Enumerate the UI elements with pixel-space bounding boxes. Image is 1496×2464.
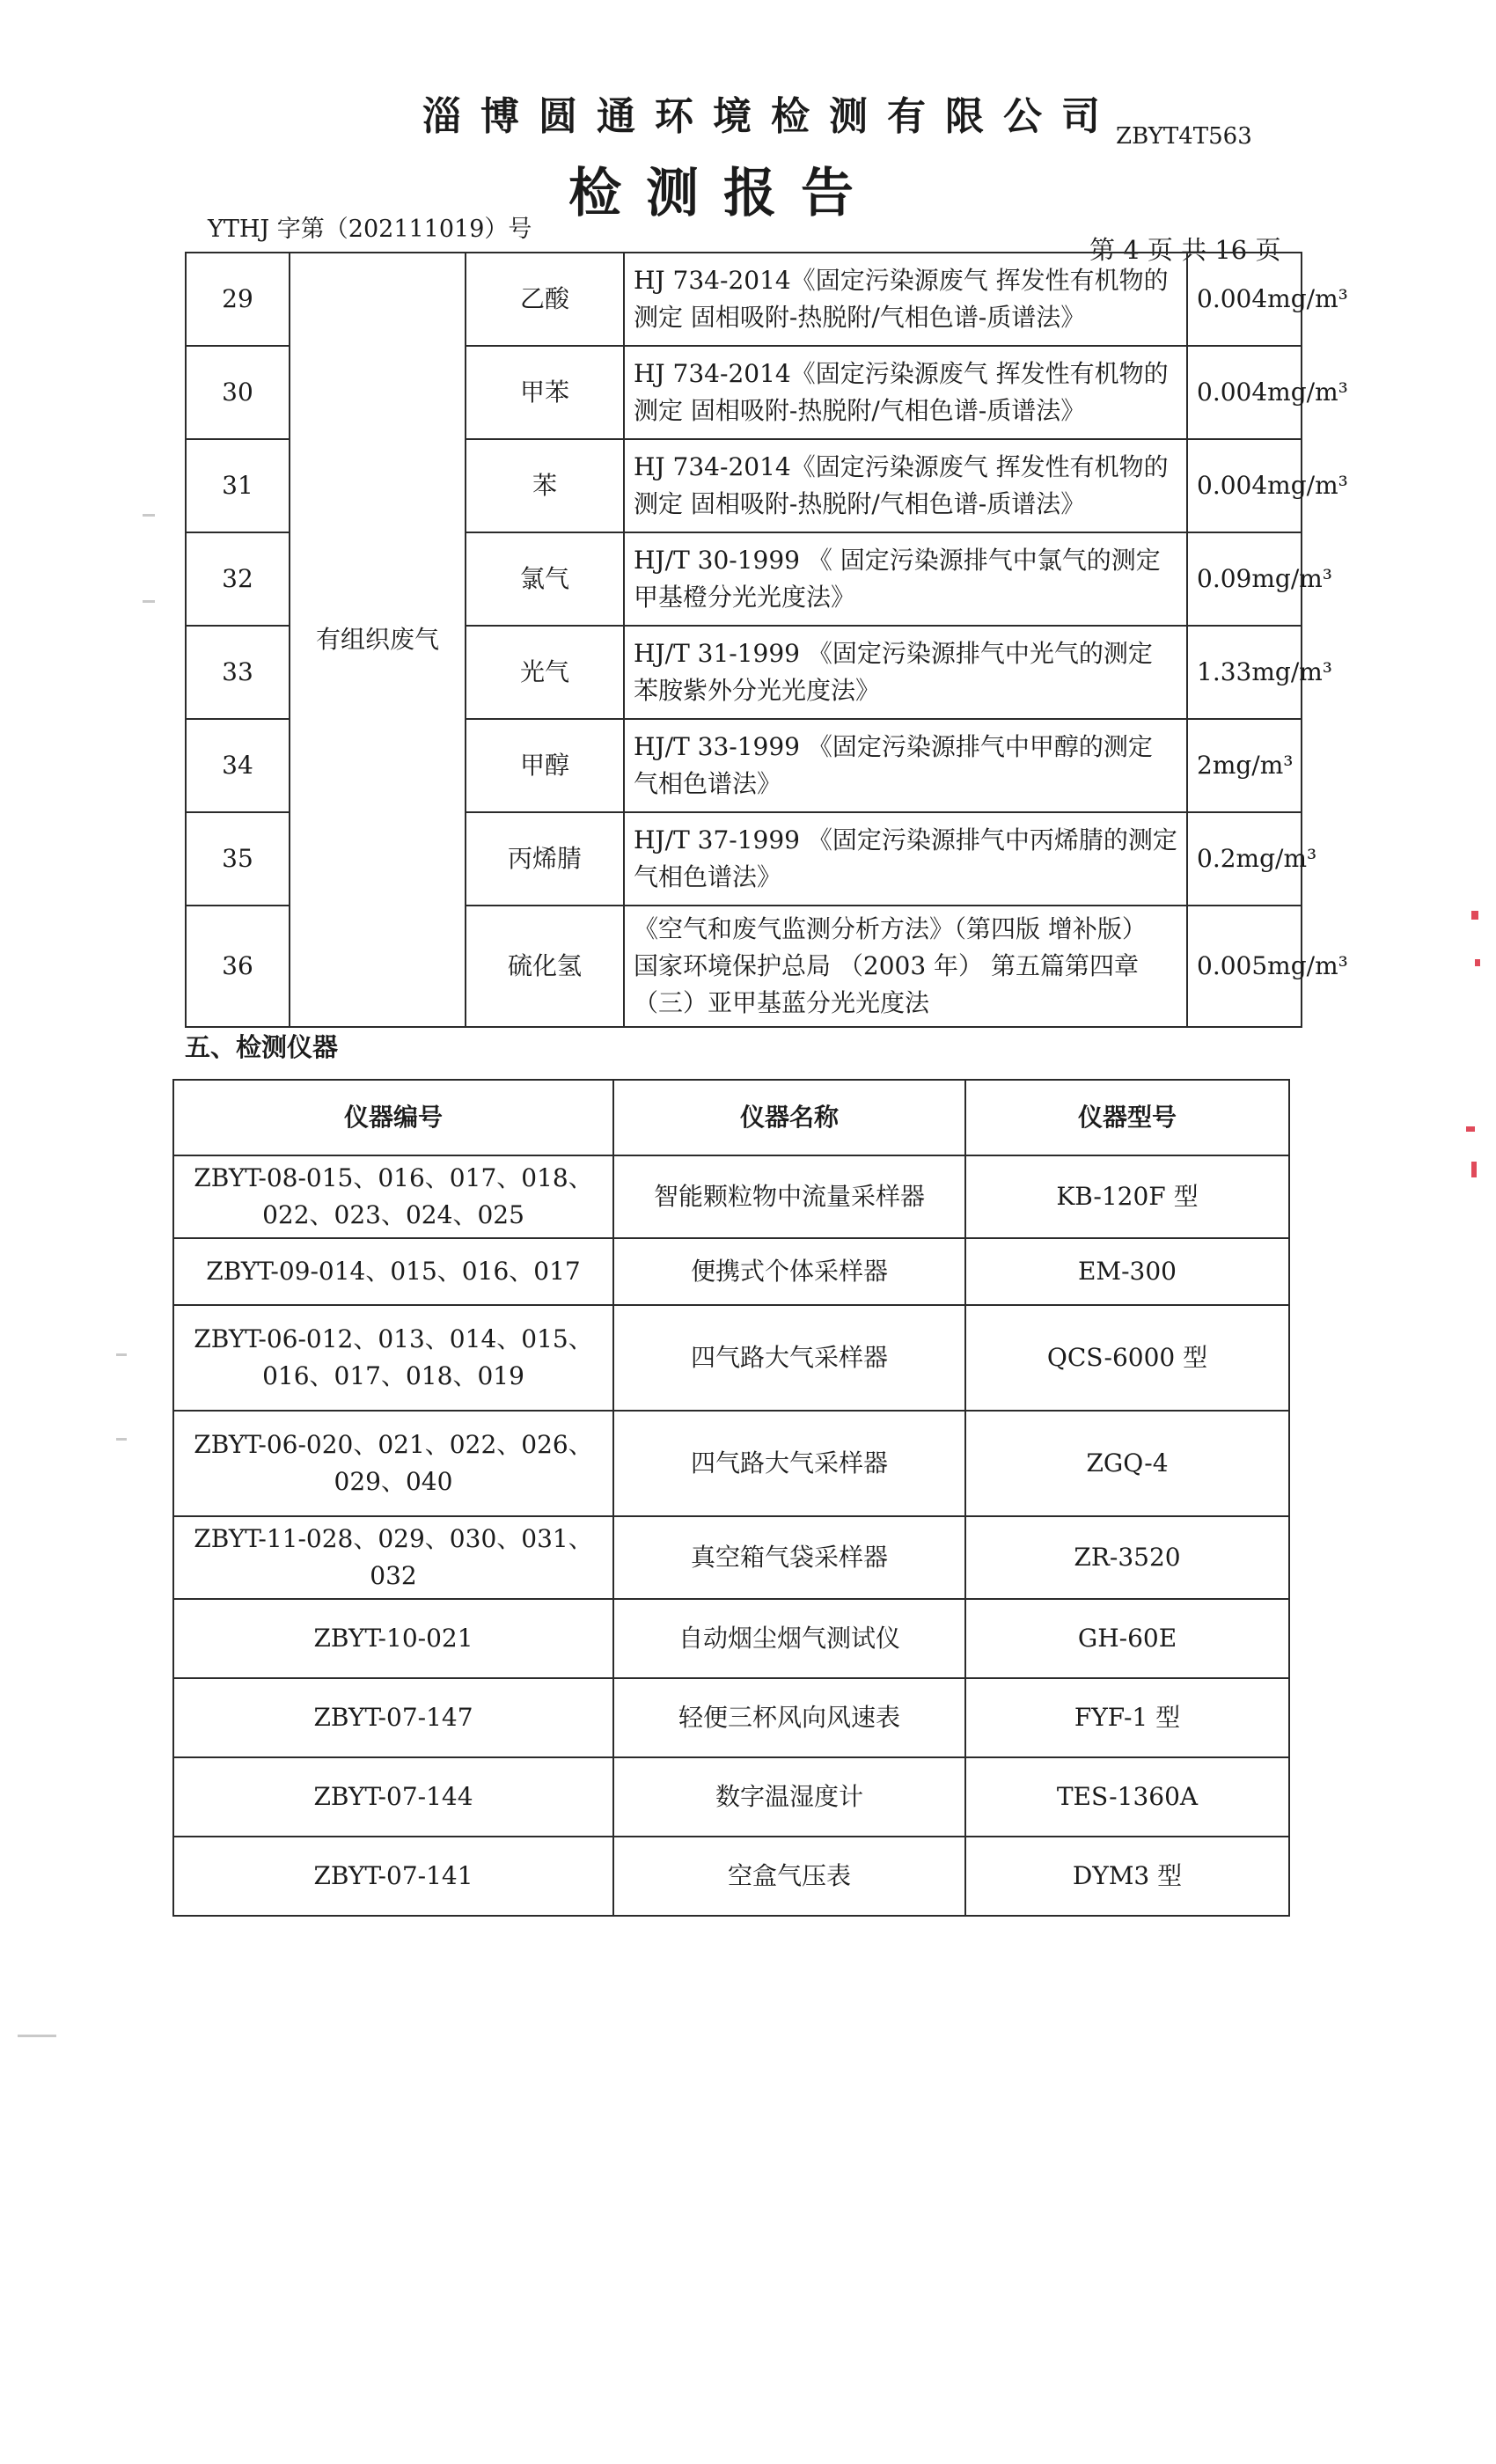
table-row xyxy=(173,1305,1289,1411)
report-number: YTHJ 字第（202111019）号 xyxy=(208,216,532,243)
red-mark xyxy=(1471,911,1478,920)
item-name: 丙烯腈 xyxy=(466,812,624,906)
row-number: 35 xyxy=(186,812,290,906)
item-name: 苯 xyxy=(466,439,624,532)
document-code: ZBYT4T563 xyxy=(1116,123,1252,150)
table-row xyxy=(173,1238,1289,1305)
methods-table xyxy=(185,252,1348,1028)
red-mark xyxy=(1466,1126,1475,1132)
row-number: 36 xyxy=(186,906,290,1027)
detection-limit: 1.33mg/m³ xyxy=(1187,626,1302,719)
column-header: 仪器编号 xyxy=(173,1080,613,1155)
column-header: 仪器名称 xyxy=(613,1080,965,1155)
instrument-model: EM-300 xyxy=(965,1238,1289,1305)
scan-speck xyxy=(116,1353,127,1356)
instrument-model: ZR-3520 xyxy=(965,1516,1289,1599)
instrument-name: 四气路大气采样器 xyxy=(613,1305,965,1411)
instrument-name: 数字温湿度计 xyxy=(613,1757,965,1837)
scan-speck xyxy=(143,600,155,603)
detection-limit: 0.004mg/m³ xyxy=(1187,253,1302,346)
report-title: 检测报告 xyxy=(568,163,878,224)
table-row xyxy=(173,1155,1289,1238)
instrument-name: 真空箱气袋采样器 xyxy=(613,1516,965,1599)
instrument-id: ZBYT-11-028、029、030、031、032 xyxy=(173,1516,613,1599)
instrument-name: 四气路大气采样器 xyxy=(613,1411,965,1516)
method-text: HJ/T 37-1999 《固定污染源排气中丙烯腈的测定 气相色谱法》 xyxy=(624,812,1187,906)
method-text: HJ 734-2014《固定污染源废气 挥发性有机物的测定 固相吸附-热脱附/气相色谱-质谱法》 xyxy=(624,439,1187,532)
instrument-name: 便携式个体采样器 xyxy=(613,1238,965,1305)
detection-limit: 2mg/m³ xyxy=(1187,719,1302,812)
item-name: 硫化氢 xyxy=(466,906,624,1027)
detection-limit: 0.09mg/m³ xyxy=(1187,532,1302,626)
instrument-id: ZBYT-09-014、015、016、017 xyxy=(173,1238,613,1305)
red-mark xyxy=(1475,959,1480,966)
instrument-name: 自动烟尘烟气测试仪 xyxy=(613,1599,965,1678)
instrument-id: ZBYT-07-141 xyxy=(173,1837,613,1916)
method-text: HJ 734-2014《固定污染源废气 挥发性有机物的测定 固相吸附-热脱附/气相色谱-质谱法》 xyxy=(624,253,1187,346)
column-header: 仪器型号 xyxy=(965,1080,1289,1155)
detection-limit: 0.004mg/m³ xyxy=(1187,439,1302,532)
table-row xyxy=(186,253,1302,346)
table-row xyxy=(173,1516,1289,1599)
table-header-row xyxy=(173,1080,1289,1155)
method-text: 《空气和废气监测分析方法》（第四版 增补版） 国家环境保护总局 （2003 年） 第五篇第四章 （三）亚甲基蓝分光光度法 xyxy=(624,906,1187,1027)
row-number: 33 xyxy=(186,626,290,719)
red-mark xyxy=(1471,1162,1477,1177)
company-name: 淄博圆通环境检测有限公司 xyxy=(422,94,1119,139)
table-row xyxy=(173,1411,1289,1516)
instrument-id: ZBYT-07-144 xyxy=(173,1757,613,1837)
item-name: 光气 xyxy=(466,626,624,719)
table-row xyxy=(173,1837,1289,1916)
section-heading: 五、检测仪器 xyxy=(185,1032,339,1062)
category-cell: 有组织废气 xyxy=(290,253,466,1027)
instrument-id: ZBYT-06-020、021、022、026、029、040 xyxy=(173,1411,613,1516)
instrument-id: ZBYT-08-015、016、017、018、022、023、024、025 xyxy=(173,1155,613,1238)
instrument-id: ZBYT-07-147 xyxy=(173,1678,613,1757)
method-text: HJ/T 33-1999 《固定污染源排气中甲醇的测定 气相色谱法》 xyxy=(624,719,1187,812)
instrument-model: TES-1360A xyxy=(965,1757,1289,1837)
detection-limit: 0.2mg/m³ xyxy=(1187,812,1302,906)
row-number: 31 xyxy=(186,439,290,532)
scan-speck xyxy=(116,1438,127,1441)
table-row xyxy=(173,1757,1289,1837)
item-name: 甲醇 xyxy=(466,719,624,812)
instrument-name: 轻便三杯风向风速表 xyxy=(613,1678,965,1757)
scan-speck xyxy=(143,514,155,517)
instrument-model: QCS-6000 型 xyxy=(965,1305,1289,1411)
method-text: HJ/T 30-1999 《 固定污染源排气中氯气的测定 甲基橙分光光度法》 xyxy=(624,532,1187,626)
item-name: 氯气 xyxy=(466,532,624,626)
detection-limit: 0.005mg/m³ xyxy=(1187,906,1302,1027)
detection-limit: 0.004mg/m³ xyxy=(1187,346,1302,439)
method-text: HJ 734-2014《固定污染源废气 挥发性有机物的测定 固相吸附-热脱附/气相色谱-质谱法》 xyxy=(624,346,1187,439)
instrument-model: DYM3 型 xyxy=(965,1837,1289,1916)
item-name: 乙酸 xyxy=(466,253,624,346)
instrument-id: ZBYT-06-012、013、014、015、016、017、018、019 xyxy=(173,1305,613,1411)
row-number: 32 xyxy=(186,532,290,626)
instrument-name: 空盒气压表 xyxy=(613,1837,965,1916)
instrument-id: ZBYT-10-021 xyxy=(173,1599,613,1678)
instruments-table xyxy=(172,1079,1290,1917)
instrument-model: GH-60E xyxy=(965,1599,1289,1678)
page-info: 第 4 页 共 16 页 xyxy=(1089,235,1281,265)
scan-speck xyxy=(18,2035,56,2037)
method-text: HJ/T 31-1999 《固定污染源排气中光气的测定 苯胺紫外分光光度法》 xyxy=(624,626,1187,719)
row-number: 30 xyxy=(186,346,290,439)
table-row xyxy=(173,1599,1289,1678)
row-number: 29 xyxy=(186,253,290,346)
instrument-model: ZGQ-4 xyxy=(965,1411,1289,1516)
row-number: 34 xyxy=(186,719,290,812)
instrument-model: KB-120F 型 xyxy=(965,1155,1289,1238)
instrument-name: 智能颗粒物中流量采样器 xyxy=(613,1155,965,1238)
instrument-model: FYF-1 型 xyxy=(965,1678,1289,1757)
item-name: 甲苯 xyxy=(466,346,624,439)
table-row xyxy=(173,1678,1289,1757)
